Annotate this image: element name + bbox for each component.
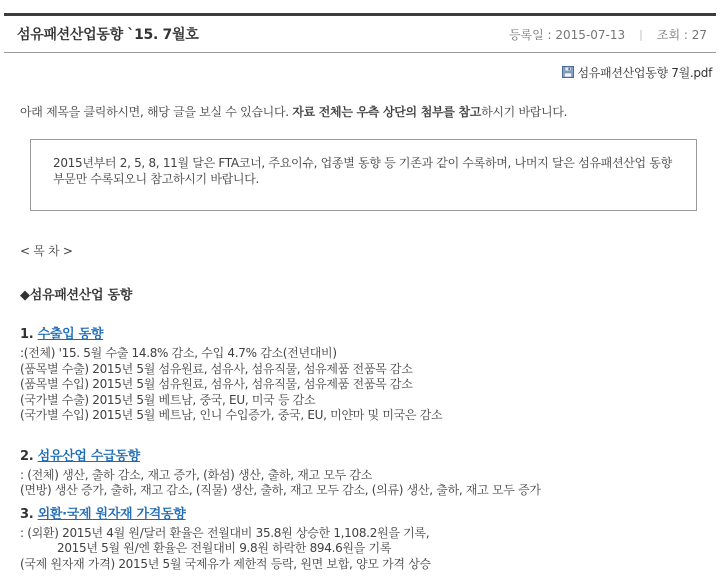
section-link-exports[interactable]: 수출입 동향: [37, 327, 104, 342]
post-date: 등록일 : 2015-07-13: [508, 27, 626, 42]
section-line: (품목별 수출) 2015년 5월 섬유원료, 섬유사, 섬유직물, 섬유제품 전품목 감소: [20, 361, 413, 376]
toc-label: < 목 차 >: [20, 244, 73, 258]
section-line: (국가별 수입) 2015년 5월 베트남, 인니 수입증가, 중국, EU, 미얀마 및 미국은 감소: [20, 408, 443, 422]
section-heading: [20, 506, 712, 523]
section-number: 2.: [20, 448, 34, 464]
post-header: [4, 16, 716, 53]
post-title: 섬유패션산업동향 `15. 7월호: [17, 27, 199, 43]
section-line: :(전체) '15. 5월 수출 14.8% 감소, 수입 4.7% 감소(전년대비): [20, 346, 337, 360]
post-content: [20, 104, 712, 572]
intro-pre: 아래 제목을 클릭하시면, 해당 글을 보실 수 있습니다.: [20, 105, 293, 119]
notice-text: 2015년부터 2, 5, 8, 11월 달은 FTA코너, 주요이슈, 업종별 동향 등 기존과 같이 수록하며, 나머지 달은 섬유패션산업 동향부문만 수록되오니 참고하시기 바랍니다.: [53, 156, 672, 186]
section-line: (국제 원자재 가격) 2015년 5월 국제유가 제한적 등락, 원면 보합, 양모 가격 상승: [20, 556, 431, 571]
section-line: 2015년 5월 원/엔 환율은 전월대비 9.8원 하락한 894.6원을 기록: [57, 541, 392, 555]
section-supply-demand: [20, 448, 712, 499]
section-line: (품목별 수입) 2015년 5월 섬유원료, 섬유사, 섬유직물, 섬유제품 전품목 감소: [20, 377, 413, 391]
section-number: 3.: [20, 506, 34, 522]
section-heading: [20, 448, 712, 465]
section-fx-materials: [20, 506, 712, 573]
section-line: (국가별 수출) 2015년 5월 베트남, 중국, EU, 미국 등 감소: [20, 392, 316, 407]
post-view-count: 조회 : 27: [656, 27, 707, 42]
post-meta: [509, 26, 707, 43]
section-number: 1.: [20, 327, 34, 342]
section-exports: [20, 326, 712, 424]
section-line: : (전체) 생산, 출하 감소, 재고 증가, (화섬) 생산, 출하, 재고 모두 감소: [20, 467, 373, 482]
meta-divider: |: [639, 27, 643, 41]
section-line: (면방) 생산 증가, 출하, 재고 감소, (직물) 생산, 출하, 재고 모두 감소, (의류) 생산, 출하, 재고 모두 증가: [20, 483, 541, 497]
section-line: : (외환) 2015년 4월 원/달러 환율은 전월대비 35.8원 상승한 1,108.2원을 기록,: [20, 525, 430, 540]
floppy-disk-icon: [562, 66, 574, 78]
intro-text: [20, 104, 712, 120]
section-heading: [20, 326, 712, 343]
notice-box: [30, 139, 697, 211]
attachment-row: [562, 63, 712, 81]
section-link-supply-demand[interactable]: 섬유산업 수급동향: [37, 448, 140, 464]
section-link-fx-materials[interactable]: 외환·국제 원자재 가격동향: [37, 506, 186, 522]
category-heading: ◆섬유패션산업 동향: [20, 288, 132, 303]
intro-bold: 자료 전체는 우측 상단의 첨부를 참고: [292, 105, 482, 119]
intro-post: 하시기 바랍니다.: [481, 105, 568, 119]
attachment-link[interactable]: 섬유패션산업동향 7월.pdf: [577, 65, 712, 80]
